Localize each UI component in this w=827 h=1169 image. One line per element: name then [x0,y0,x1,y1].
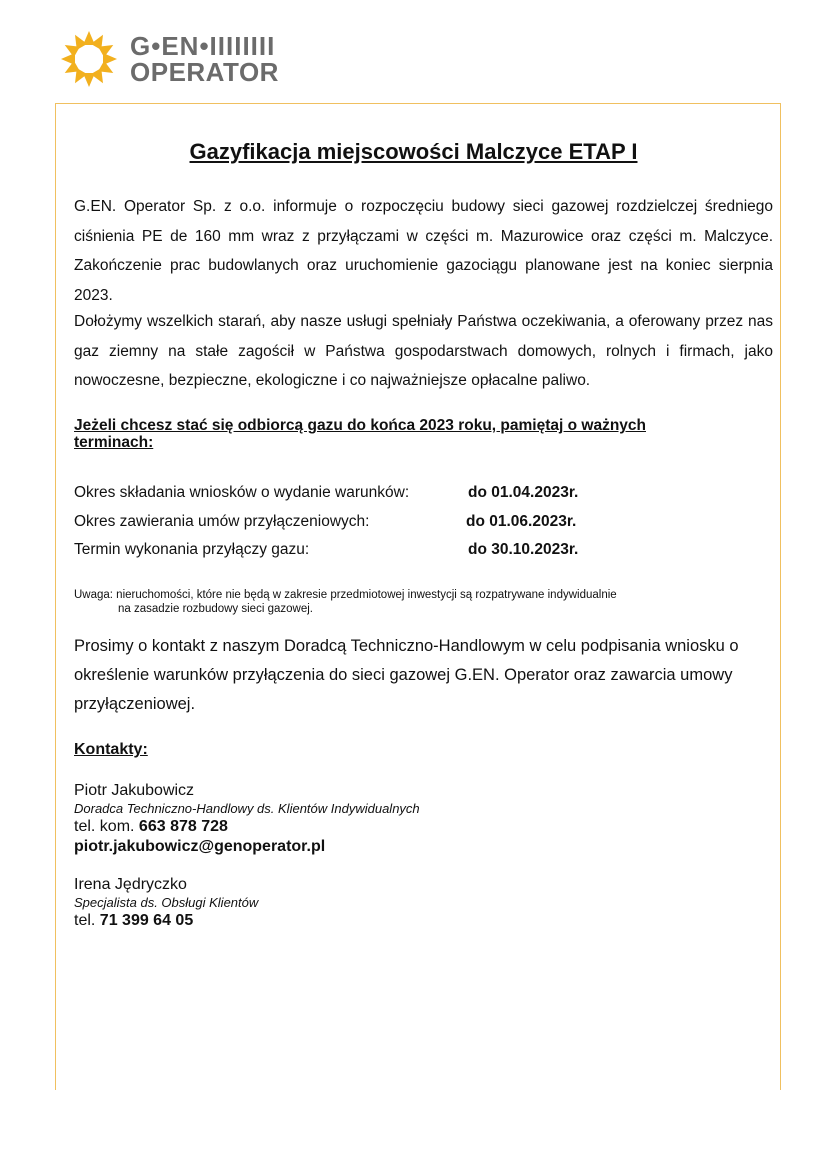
contact-email[interactable]: piotr.jakubowicz@genoperator.pl [74,838,326,855]
deadline-label-applications: Okres składania wniosków o wydanie warunków: [74,484,410,501]
note-line-2: na zasadzie rozbudowy sieci gazowej. [118,603,313,615]
deadline-date-applications: do 01.04.2023r. [468,484,579,501]
page-title: Gazyfikacja miejscowości Malczyce ETAP I [189,139,638,164]
logo-text-gen: G•EN•IIIIIIII [130,31,276,61]
contact-phone [74,817,420,836]
contact-role: Specjalista ds. Obsługi Klientów [74,895,259,910]
contact-name: Irena Jędryczko [74,876,187,893]
intro-paragraph-1: G.EN. Operator Sp. z o.o. informuje o rozpoczęciu budowy sieci gazowej rozdzielczej średniego ciśnienia PE de 160 mm wraz z przyłączami w części m. Mazurowice oraz części m. Malczyce. Zakończenie prac budowlanych oraz uruchomienie gazociągu planowane jest na koniec sierpnia 2023. [74,198,773,304]
contact-card [74,875,258,930]
deadline-date-contracts: do 01.06.2023r. [466,513,577,530]
contact-request-paragraph: Prosimy o kontakt z naszym Doradcą Techniczno-Handlowym w celu podpisania wniosku o określenie warunków przyłączenia do sieci gazowej G.EN. Operator oraz zawarcia umowy przyłączeniowej. [74,637,739,713]
company-logo [58,28,288,90]
deadlines-heading: Jeżeli chcesz stać się odbiorcą gazu do końca 2023 roku, pamiętaj o ważnych terminach: [74,417,646,451]
contact-phone-number[interactable]: 71 399 64 05 [99,912,194,929]
contact-phone [74,911,258,930]
deadline-date-connections: do 30.10.2023r. [468,541,579,558]
deadline-label-contracts: Okres zawierania umów przyłączeniowych: [74,513,370,530]
intro-paragraph-2: Dołożymy wszelkich starań, aby nasze usługi spełniały Państwa oczekiwania, a oferowany przez nas gaz ziemny na stałe zagościł w Państwa gospodarstwach domowych, rolnych i firmach, jako nowoczesne, bezpieczne, ekologiczne i co najważniejsze opłacalne paliwo. [74,313,773,389]
note-line-1: Uwaga: nieruchomości, które nie będą w zakresie przedmiotowej inwestycji są rozpatrywane indywidualnie [74,589,617,601]
logo-text-operator: OPERATOR [130,57,279,87]
contact-role: Doradca Techniczno-Handlowy ds. Klientów Indywidualnych [74,801,420,816]
contact-phone-prefix: tel. kom. [74,818,135,835]
contact-phone-number[interactable]: 663 878 728 [138,818,228,835]
contact-card [74,781,420,858]
contact-name: Piotr Jakubowicz [74,782,195,799]
contacts-heading: Kontakty: [74,741,148,758]
contact-phone-prefix: tel. [74,912,96,929]
deadline-label-connections: Termin wykonania przyłączy gazu: [74,541,310,558]
sun-logo-icon [58,28,122,90]
note [74,588,617,616]
